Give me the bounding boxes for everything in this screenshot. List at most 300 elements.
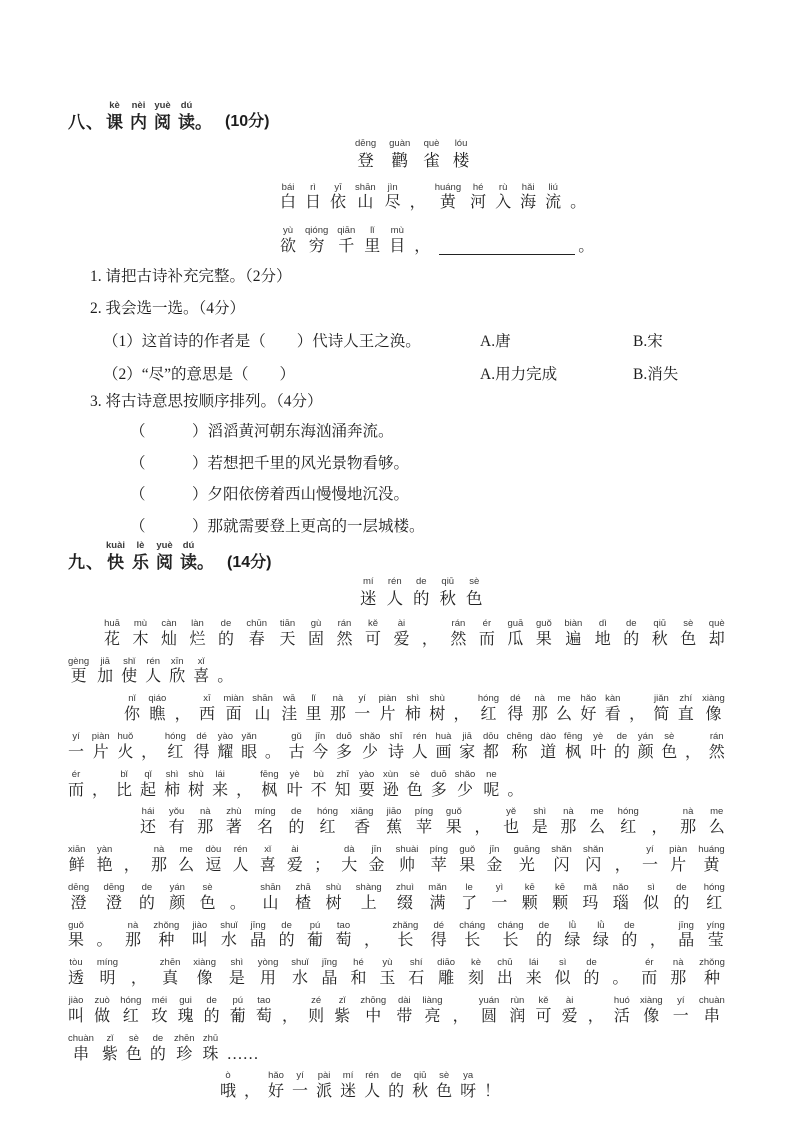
hanzi-text: 出 — [496, 970, 513, 988]
hanzi-text: 石 — [408, 970, 425, 988]
syllable — [699, 958, 725, 990]
pinyin-text: ér — [71, 768, 81, 780]
pinyin-text: diāo — [437, 957, 456, 969]
pinyin-text: de — [220, 617, 232, 629]
syllable — [160, 958, 181, 990]
syllable — [255, 807, 276, 839]
pinyin-text: xùn — [383, 768, 399, 780]
hanzi-text: 颜 — [169, 894, 186, 912]
pinyin-text: de — [616, 730, 628, 742]
syllable — [131, 958, 147, 990]
hanzi-text: ， — [174, 706, 191, 724]
pinyin-text: nà — [682, 806, 694, 818]
question-3-item-2: （ ）若想把千里的风光景物看够。 — [130, 454, 410, 472]
syllable — [194, 732, 210, 764]
pinyin-text: ài — [291, 844, 299, 856]
syllable — [314, 845, 330, 877]
section-9-period: 。 — [197, 553, 215, 573]
syllable — [643, 883, 659, 915]
hanzi-text: 道 — [540, 743, 557, 761]
hanzi-text: 直 — [677, 706, 694, 724]
pinyin-text: me — [179, 844, 193, 856]
hanzi-text: 长 — [397, 932, 414, 950]
hanzi-text: 片 — [670, 857, 687, 875]
syllable — [341, 845, 357, 877]
pinyin-text: jiào — [192, 919, 208, 931]
syllable — [106, 101, 123, 133]
hanzi-text: 明 — [99, 970, 116, 988]
pinyin-text: ài — [565, 994, 574, 1006]
pinyin-text: sè — [683, 617, 694, 629]
hanzi-text: 香 — [354, 819, 371, 837]
hanzi-text: 山 — [254, 706, 271, 724]
hanzi-text: 迷 — [340, 1083, 357, 1101]
syllable — [140, 807, 156, 839]
pinyin-text: de — [281, 919, 292, 931]
hanzi-text: 灿 — [160, 630, 177, 648]
pinyin-text — [241, 1034, 244, 1045]
section-9-number: 九、 — [68, 553, 104, 573]
syllable — [230, 883, 246, 915]
section-8-number: 八、 — [68, 112, 104, 132]
hanzi-text: 的 — [217, 630, 234, 648]
hanzi-text: ， — [629, 706, 646, 724]
hanzi-text: 一 — [491, 894, 508, 912]
pinyin-text: huáng — [698, 844, 725, 856]
syllable — [130, 101, 147, 133]
pinyin-text: shǎn — [551, 844, 572, 856]
pinyin-text — [416, 183, 419, 194]
question-3-item-3: （ ）夕阳依傍着西山慢慢地沉没。 — [130, 486, 410, 504]
syllable — [673, 996, 689, 1028]
pinyin-text — [181, 694, 184, 705]
hanzi-text: 一 — [68, 743, 85, 761]
syllable — [385, 183, 401, 215]
syllable — [164, 770, 180, 802]
syllable — [412, 732, 428, 764]
hanzi-text: 树 — [325, 894, 342, 912]
hanzi-text: 似 — [554, 970, 571, 988]
hanzi-text: 春 — [248, 630, 265, 648]
pinyin-text: zhǒng — [699, 957, 725, 969]
hanzi-text: 帅 — [399, 857, 416, 875]
pinyin-text: yào — [359, 768, 375, 780]
syllable — [507, 619, 523, 651]
syllable — [287, 845, 303, 877]
pinyin-text: zhǒng — [153, 919, 180, 931]
passage-line — [68, 770, 725, 802]
syllable — [97, 657, 113, 689]
question-2-1-stem: （1）这首诗的作者是（ ）代诗人王之涣。 — [103, 332, 421, 350]
syllable — [555, 958, 571, 990]
pinyin-text: lái — [528, 957, 539, 969]
syllable — [281, 694, 297, 726]
syllable — [322, 958, 338, 990]
syllable — [526, 958, 542, 990]
pinyin-text: yì — [495, 881, 504, 893]
pinyin-text: zhū — [202, 1032, 219, 1044]
hanzi-text: 少 — [362, 743, 379, 761]
hanzi-text: 黄 — [703, 857, 720, 875]
pinyin-text: ne — [486, 768, 497, 780]
hanzi-text: 那 — [150, 857, 167, 875]
hanzi-text: 派 — [316, 1083, 333, 1101]
hanzi-text: 么 — [556, 706, 573, 724]
syllable — [709, 619, 725, 651]
syllable — [180, 541, 197, 573]
syllable — [169, 657, 185, 689]
syllable — [178, 996, 194, 1028]
pinyin-text: zhēn — [159, 957, 181, 969]
syllable — [562, 996, 578, 1028]
hanzi-text: 上 — [360, 894, 377, 912]
syllable — [588, 996, 604, 1028]
hanzi-text: 那 — [329, 706, 346, 724]
hanzi-text: 。 — [612, 970, 629, 988]
syllable — [229, 958, 245, 990]
hanzi-text: 课 — [106, 112, 123, 132]
syllable — [497, 958, 513, 990]
hanzi-text: ， — [685, 743, 702, 761]
pinyin-text — [272, 732, 275, 743]
syllable — [132, 619, 148, 651]
hanzi-text: 秋 — [651, 630, 668, 648]
pinyin-text: tao — [257, 994, 271, 1006]
pinyin-text: zǐ — [106, 1032, 114, 1044]
pinyin-text: hóng — [477, 693, 500, 705]
pinyin-text: jīn — [489, 844, 500, 856]
syllable — [707, 921, 725, 953]
pinyin-text: yè — [289, 768, 300, 780]
hanzi-text: 的 — [288, 819, 305, 837]
pinyin-text: yù — [282, 225, 294, 237]
syllable — [169, 807, 185, 839]
hanzi-text: 金 — [368, 857, 385, 875]
pinyin-text: biàn — [564, 617, 583, 629]
pinyin-text: yán — [637, 730, 654, 742]
syllable — [532, 694, 548, 726]
pinyin-text: guāng — [513, 844, 541, 856]
pinyin-text: yòng — [257, 957, 279, 969]
syllable — [653, 694, 669, 726]
syllable — [92, 732, 110, 764]
pinyin-text: jiā — [100, 655, 110, 667]
syllable — [615, 845, 631, 877]
pinyin-text: xiāng — [350, 806, 374, 818]
syllable — [305, 183, 321, 215]
hanzi-text: 鲜 — [68, 857, 85, 875]
hanzi-text: 人 — [145, 668, 162, 686]
syllable — [413, 577, 430, 609]
syllable — [289, 732, 305, 764]
syllable — [641, 958, 657, 990]
pinyin-text: shàng — [355, 881, 382, 893]
pinyin-text: ér — [645, 957, 654, 969]
syllable — [583, 845, 604, 877]
passage-line — [68, 807, 725, 839]
pinyin-text: shì — [406, 693, 420, 705]
syllable — [612, 958, 628, 990]
pinyin-text: xǐ — [197, 655, 205, 667]
hanzi-text: 也 — [503, 819, 520, 837]
syllable — [354, 694, 370, 726]
syllable — [556, 694, 572, 726]
hanzi-text: 可 — [364, 630, 381, 648]
hanzi-text: 色 — [661, 743, 678, 761]
hanzi-text: 种 — [158, 932, 175, 950]
hanzi-text: 一 — [292, 1083, 309, 1101]
passage-line — [68, 694, 725, 726]
pinyin-text: guǒ — [68, 919, 84, 931]
syllable — [250, 921, 266, 953]
pinyin-text: huā — [104, 617, 120, 629]
pinyin-text: miàn — [223, 693, 244, 705]
hanzi-text: 简 — [653, 706, 670, 724]
pinyin-text: jīng — [250, 919, 266, 931]
syllable — [459, 732, 475, 764]
syllable — [483, 732, 499, 764]
syllable — [673, 883, 689, 915]
pinyin-text: lǜ — [597, 919, 605, 931]
pinyin-text: sè — [469, 576, 480, 588]
pinyin-text — [577, 183, 580, 194]
pinyin-text: dēng — [103, 881, 125, 893]
hanzi-text: 那 — [197, 819, 214, 837]
syllable — [330, 183, 346, 215]
syllable — [292, 1071, 308, 1103]
syllable — [704, 883, 725, 915]
hanzi-text: 澄 — [70, 894, 87, 912]
pinyin-text — [491, 1071, 494, 1082]
syllable — [392, 921, 418, 953]
hanzi-text: 瑰 — [177, 1007, 194, 1025]
pinyin-text: pài — [317, 1070, 331, 1082]
pinyin-text — [371, 921, 374, 932]
pinyin-text: huǒ — [117, 730, 134, 742]
pinyin-text: dà — [344, 844, 355, 856]
syllable — [383, 770, 399, 802]
pinyin-text: me — [557, 693, 571, 705]
pinyin-text: hé — [353, 957, 364, 969]
pinyin-text — [621, 845, 624, 856]
hanzi-text: 玫 — [151, 1007, 168, 1025]
syllable — [203, 1034, 219, 1066]
pinyin-text: huó — [613, 994, 630, 1006]
hanzi-text: 木 — [132, 630, 149, 648]
hanzi-text: ， — [474, 819, 491, 837]
pinyin-text: ér — [482, 617, 492, 629]
pinyin-text: nà — [534, 693, 545, 705]
syllable — [379, 694, 397, 726]
syllable — [560, 807, 576, 839]
syllable — [621, 921, 637, 953]
hanzi-text: 么 — [178, 857, 195, 875]
syllable — [661, 732, 677, 764]
syllable — [466, 577, 483, 609]
pinyin-text: lóu — [454, 138, 468, 150]
syllable — [223, 694, 244, 726]
syllable — [335, 770, 351, 802]
pinyin-text: piàn — [669, 844, 688, 856]
syllable — [461, 883, 477, 915]
pinyin-text: yí — [677, 994, 685, 1006]
pinyin-text: zhí — [679, 693, 693, 705]
syllable — [412, 1071, 428, 1103]
hanzi-text: ， — [421, 630, 438, 648]
syllable — [336, 619, 352, 651]
hanzi-text: 加 — [97, 668, 114, 686]
hanzi-text: 知 — [334, 781, 351, 799]
pinyin-text: de — [586, 957, 597, 969]
syllable — [509, 996, 525, 1028]
syllable — [536, 619, 552, 651]
pinyin-text: mù — [133, 617, 148, 629]
hanzi-text: 水 — [220, 932, 237, 950]
pinyin-text — [692, 732, 695, 743]
pinyin-text — [421, 226, 424, 237]
syllable — [678, 694, 694, 726]
hanzi-text: 了 — [461, 894, 478, 912]
pinyin-text: nǎo — [612, 881, 629, 893]
pinyin-text — [103, 921, 106, 932]
pinyin-text: chēng — [506, 730, 533, 742]
syllable — [702, 694, 725, 726]
hanzi-text: 晶 — [678, 932, 695, 950]
pinyin-text: huà — [435, 730, 452, 742]
hanzi-text: 颗 — [521, 894, 538, 912]
hanzi-text: 雕 — [438, 970, 455, 988]
syllable — [414, 226, 430, 258]
hanzi-text: 楼 — [452, 151, 470, 171]
syllable — [478, 694, 499, 726]
syllable — [389, 226, 405, 258]
syllable — [595, 619, 611, 651]
pinyin-text: de — [141, 881, 153, 893]
pinyin-text: míng — [254, 806, 276, 818]
syllable — [305, 226, 328, 258]
hanzi-text: 烂 — [189, 630, 206, 648]
hanzi-text: 像 — [196, 970, 213, 988]
hanzi-text: 葡 — [229, 1007, 246, 1025]
question-2-1-option-a: A.唐 — [480, 332, 511, 350]
syllable — [514, 845, 540, 877]
syllable — [217, 657, 233, 689]
syllable — [175, 694, 191, 726]
syllable — [360, 732, 381, 764]
syllable — [282, 996, 298, 1028]
pinyin-text: hái — [141, 806, 155, 818]
pinyin-text: nà — [127, 919, 139, 931]
hanzi-text: 缀 — [396, 894, 413, 912]
pinyin-text: hóng — [703, 881, 725, 893]
pinyin-text: cháng — [459, 919, 486, 931]
pinyin-text: mǎ — [583, 881, 597, 893]
syllable — [680, 807, 696, 839]
pinyin-text: rén — [412, 730, 427, 742]
pinyin-text: de — [206, 994, 217, 1006]
syllable — [68, 996, 84, 1028]
question-1: 1. 请把古诗补充完整。（2分） — [90, 267, 292, 285]
pinyin-text: shì — [230, 957, 244, 969]
hanzi-text: 欲 — [280, 238, 297, 256]
pinyin-text: shān — [252, 693, 273, 705]
hanzi-text: 家 — [459, 743, 476, 761]
syllable — [97, 845, 113, 877]
syllable — [174, 1034, 195, 1066]
passage-line — [68, 845, 725, 877]
hanzi-text: 阅 — [154, 112, 171, 132]
syllable — [709, 807, 725, 839]
hanzi-text: 紫 — [334, 1007, 351, 1025]
syllable — [483, 770, 499, 802]
syllable — [312, 732, 328, 764]
hanzi-text: 可 — [535, 1007, 552, 1025]
pinyin-text: guā — [507, 617, 524, 629]
syllable — [507, 770, 523, 802]
syllable — [148, 694, 166, 726]
pinyin-text: nà — [563, 806, 574, 818]
syllable — [241, 732, 257, 764]
pinyin-text: dì — [598, 617, 607, 629]
pinyin-text: zé — [311, 994, 322, 1006]
pinyin-text: kuài — [106, 540, 126, 552]
syllable — [227, 1034, 259, 1066]
hanzi-text: 。 — [570, 194, 587, 212]
passage-body — [68, 619, 725, 1103]
pinyin-text: píng — [429, 844, 449, 856]
syllable — [141, 732, 157, 764]
hanzi-text: 红 — [167, 743, 184, 761]
syllable — [151, 996, 167, 1028]
hanzi-text: 呢 — [483, 781, 500, 799]
pinyin-text: shù — [325, 881, 342, 893]
hanzi-text: ， — [141, 743, 158, 761]
hanzi-text: 晶 — [321, 970, 338, 988]
hanzi-text: ！ — [484, 1083, 501, 1101]
hanzi-text: 么 — [589, 819, 606, 837]
hanzi-text: 红 — [620, 819, 637, 837]
hanzi-text: 你 — [124, 706, 141, 724]
pinyin-text: rén — [365, 1070, 379, 1082]
hanzi-text: 。 — [96, 932, 113, 950]
hanzi-text: 的 — [278, 932, 295, 950]
syllable — [564, 619, 582, 651]
pinyin-text: jiào — [68, 994, 84, 1006]
pinyin-text — [243, 770, 246, 781]
hanzi-text: 红 — [319, 819, 336, 837]
pinyin-text: tao — [336, 919, 351, 931]
hanzi-text: 透 — [68, 970, 85, 988]
hanzi-text: 是 — [228, 970, 245, 988]
hanzi-text: 带 — [396, 1007, 413, 1025]
syllable — [435, 732, 451, 764]
syllable — [431, 921, 447, 953]
syllable — [364, 1071, 380, 1103]
syllable — [638, 732, 654, 764]
syllable — [459, 845, 475, 877]
syllable — [564, 921, 580, 953]
poem-line-2 — [280, 226, 430, 258]
pinyin-text: liú — [548, 181, 558, 193]
syllable — [139, 883, 155, 915]
pinyin-text: hóng — [316, 806, 339, 818]
syllable — [230, 996, 246, 1028]
hanzi-text: 多 — [430, 781, 447, 799]
syllable — [156, 541, 173, 573]
syllable — [396, 996, 412, 1028]
hanzi-text: 著 — [225, 819, 242, 837]
hanzi-text: 人 — [232, 857, 249, 875]
